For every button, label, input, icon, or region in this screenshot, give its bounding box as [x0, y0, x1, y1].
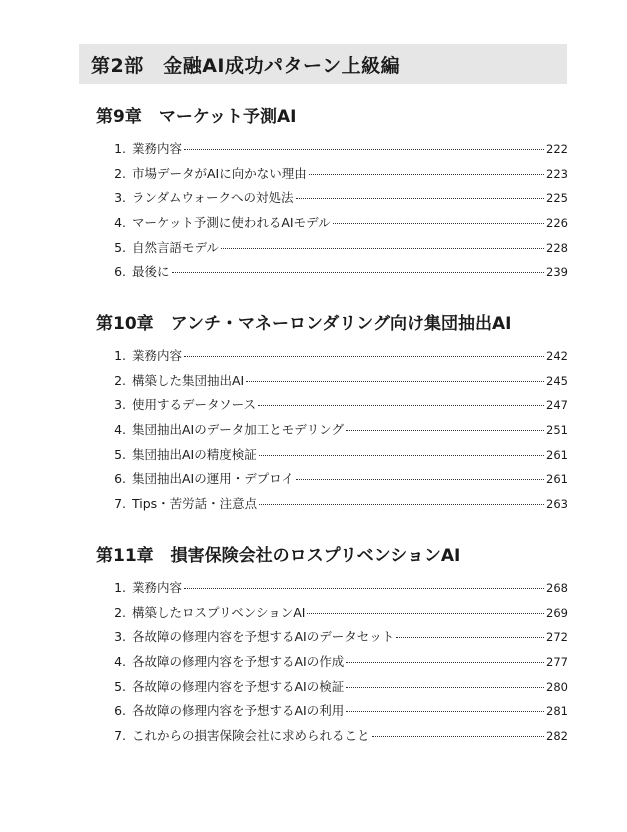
- toc-title: 各故障の修理内容を予想するAIの作成: [132, 654, 345, 670]
- toc-entry[interactable]: [96, 369, 568, 394]
- toc-number: 3.: [114, 397, 126, 413]
- toc-page-number: 261: [546, 472, 568, 487]
- toc-page-number: 272: [546, 630, 568, 645]
- toc-title: ランダムウォークへの対処法: [132, 190, 294, 206]
- toc-entry[interactable]: [96, 467, 568, 492]
- toc-number: 4.: [114, 654, 126, 670]
- toc-entry[interactable]: [96, 724, 568, 749]
- dot-leader: [333, 223, 545, 224]
- toc-entry[interactable]: [96, 162, 568, 187]
- toc-title: 構築した集団抽出AI: [132, 372, 245, 388]
- toc-entry[interactable]: [96, 137, 568, 162]
- dot-leader: [296, 479, 544, 480]
- toc-title: 各故障の修理内容を予想するAIのデータセット: [132, 629, 395, 645]
- part-header: [79, 44, 567, 84]
- toc-title: 各故障の修理内容を予想するAIの利用: [132, 703, 345, 719]
- toc-page-number: 222: [546, 142, 568, 156]
- toc-title: Tips・苦労話・注意点: [132, 496, 258, 512]
- dot-leader: [258, 405, 544, 406]
- dot-leader: [346, 662, 544, 663]
- dot-leader: [309, 174, 544, 175]
- toc-entry[interactable]: [96, 260, 568, 285]
- toc-page-number: 225: [546, 191, 568, 206]
- dot-leader: [307, 613, 544, 614]
- toc-number: 1.: [114, 141, 126, 156]
- toc-page-number: 226: [546, 216, 568, 231]
- toc-page-number: 282: [546, 729, 568, 744]
- toc-entry[interactable]: [96, 344, 568, 369]
- chapter-title: 第10章 アンチ・マネーロンダリング向け集団抽出AI: [96, 314, 512, 334]
- part-title: 第2部 金融AI成功パターン上級編: [91, 54, 401, 77]
- toc-entry[interactable]: [96, 699, 568, 724]
- toc-title: 業務内容: [132, 580, 183, 595]
- toc-entry[interactable]: [96, 443, 568, 468]
- toc-title: 集団抽出AIの運用・デプロイ: [132, 471, 294, 487]
- toc-title: 集団抽出AIのデータ加工とモデリング: [132, 422, 344, 438]
- toc-number: 4.: [114, 215, 126, 231]
- toc-page-number: 239: [546, 265, 568, 280]
- toc-page-number: 269: [546, 605, 568, 620]
- dot-leader: [396, 637, 544, 638]
- toc-page-number: 261: [546, 447, 568, 462]
- toc-entry[interactable]: [96, 625, 568, 650]
- toc-number: 1.: [114, 348, 126, 363]
- toc-title: 最後に: [132, 264, 170, 280]
- toc-entry[interactable]: [96, 650, 568, 675]
- toc-title: 構築したロスプリベンションAI: [132, 604, 306, 620]
- toc-page-number: 268: [546, 581, 568, 595]
- toc-title: 業務内容: [132, 141, 183, 156]
- toc-number: 5.: [114, 446, 126, 462]
- toc-number: 3.: [114, 190, 126, 206]
- dot-leader: [221, 248, 544, 249]
- toc-title: 市場データがAIに向かない理由: [132, 165, 307, 181]
- toc-page-number: 263: [546, 497, 568, 512]
- chapter-10: [96, 313, 568, 517]
- dot-leader: [259, 455, 544, 456]
- toc-entry[interactable]: [96, 236, 568, 261]
- chapter-11: [96, 545, 568, 749]
- dot-leader: [346, 711, 544, 712]
- toc-number: 6.: [114, 703, 126, 719]
- toc-page-number: 242: [546, 349, 568, 363]
- dot-leader: [184, 149, 544, 150]
- toc-number: 2.: [114, 604, 126, 620]
- toc-title: 各故障の修理内容を予想するAIの検証: [132, 678, 345, 694]
- toc-page-number: 245: [546, 373, 568, 388]
- dot-leader: [296, 198, 544, 199]
- toc-number: 2.: [114, 165, 126, 181]
- toc-number: 6.: [114, 471, 126, 487]
- toc-number: 4.: [114, 422, 126, 438]
- toc-title: 自然言語モデル: [132, 239, 219, 255]
- dot-leader: [346, 687, 544, 688]
- toc-number: 1.: [114, 580, 126, 595]
- toc-entry[interactable]: [96, 418, 568, 443]
- dot-leader: [259, 504, 544, 505]
- toc-title: 使用するデータソース: [132, 397, 257, 413]
- chapter-title: 第11章 損害保険会社のロスプリベンションAI: [96, 546, 461, 566]
- chapter-title: 第9章 マーケット予測AI: [96, 107, 297, 127]
- toc-number: 5.: [114, 678, 126, 694]
- toc-entry[interactable]: [96, 601, 568, 626]
- toc-entry[interactable]: [96, 393, 568, 418]
- toc-number: 2.: [114, 372, 126, 388]
- toc-page-number: 251: [546, 423, 568, 438]
- toc-entry[interactable]: [96, 186, 568, 211]
- dot-leader: [172, 272, 544, 273]
- dot-leader: [346, 430, 544, 431]
- dot-leader: [372, 736, 544, 737]
- toc-page-number: 277: [546, 655, 568, 670]
- toc-entry[interactable]: [96, 675, 568, 700]
- toc-page-number: 223: [546, 166, 568, 181]
- toc-number: 7.: [114, 496, 126, 512]
- toc-title: 集団抽出AIの精度検証: [132, 446, 257, 462]
- toc-page-number: 228: [546, 240, 568, 255]
- toc-title: マーケット予測に使われるAIモデル: [132, 215, 331, 231]
- toc-entry[interactable]: [96, 576, 568, 601]
- toc-entry[interactable]: [96, 211, 568, 236]
- toc-number: 6.: [114, 264, 126, 280]
- dot-leader: [184, 356, 544, 357]
- chapter-9: [96, 106, 568, 285]
- toc-number: 3.: [114, 629, 126, 645]
- dot-leader: [184, 588, 544, 589]
- toc-page-number: 281: [546, 704, 568, 719]
- toc-page-number: 247: [546, 398, 568, 413]
- toc-page-number: 280: [546, 679, 568, 694]
- dot-leader: [246, 381, 544, 382]
- toc-title: これからの損害保険会社に求められること: [132, 728, 370, 744]
- toc-title: 業務内容: [132, 348, 183, 363]
- toc-number: 7.: [114, 728, 126, 744]
- toc-entry[interactable]: [96, 492, 568, 517]
- toc-number: 5.: [114, 239, 126, 255]
